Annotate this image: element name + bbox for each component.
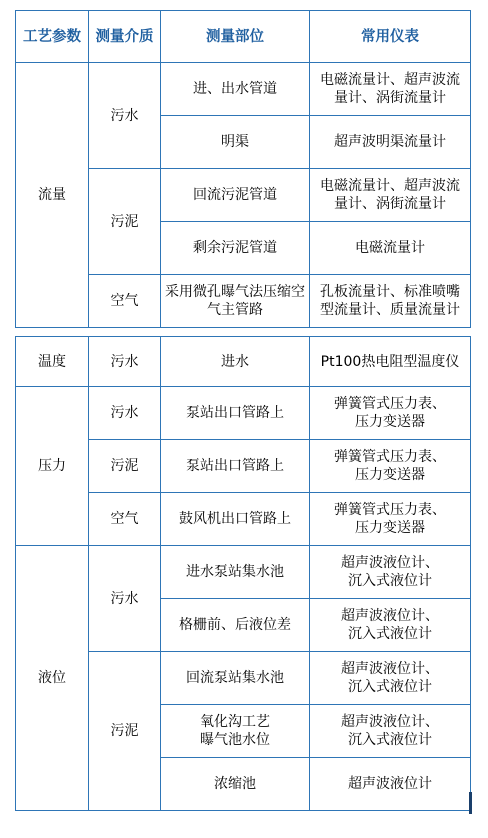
medium-cell: 污水 [89, 63, 161, 169]
location-cell: 氧化沟工艺 曝气池水位 [161, 705, 310, 758]
instrument-cell: 超声波液位计、 沉入式液位计 [310, 652, 471, 705]
location-cell: 泵站出口管路上 [161, 440, 310, 493]
header-process-param: 工艺参数 [16, 11, 89, 63]
location-cell: 进水泵站集水池 [161, 546, 310, 599]
instrument-table-temp-pressure-level [15, 336, 471, 811]
instrument-cell: 弹簧管式压力表、 压力变送器 [310, 387, 471, 440]
instrument-cell: 孔板流量计、标准喷嘴型流量计、质量流量计 [310, 275, 471, 328]
instrument-cell: 弹簧管式压力表、 压力变送器 [310, 493, 471, 546]
location-cell: 进水 [161, 337, 310, 387]
location-cell: 剩余污泥管道 [161, 222, 310, 275]
instrument-table-flow [15, 10, 471, 328]
param-cell-flow: 流量 [16, 63, 89, 328]
table-row [16, 387, 471, 440]
instrument-cell: 超声波液位计、 沉入式液位计 [310, 546, 471, 599]
location-cell: 鼓风机出口管路上 [161, 493, 310, 546]
param-cell-pressure: 压力 [16, 387, 89, 546]
location-cell: 进、出水管道 [161, 63, 310, 116]
instrument-cell: 电磁流量计、超声波流量计、涡街流量计 [310, 169, 471, 222]
medium-cell: 污泥 [89, 440, 161, 493]
medium-cell: 空气 [89, 493, 161, 546]
medium-cell: 污水 [89, 337, 161, 387]
header-instrument: 常用仪表 [310, 11, 471, 63]
instrument-cell: 超声波液位计、 沉入式液位计 [310, 705, 471, 758]
medium-cell: 污泥 [89, 652, 161, 811]
instrument-cell: 超声波液位计 [310, 758, 471, 811]
header-location: 测量部位 [161, 11, 310, 63]
table-row [16, 546, 471, 599]
location-cell: 回流泵站集水池 [161, 652, 310, 705]
table-edge-mark [469, 792, 472, 814]
instrument-cell: 电磁流量计、超声波流量计、涡街流量计 [310, 63, 471, 116]
instrument-cell: 电磁流量计 [310, 222, 471, 275]
location-cell: 采用微孔曝气法压缩空气主管路 [161, 275, 310, 328]
medium-cell: 污水 [89, 546, 161, 652]
location-cell: 泵站出口管路上 [161, 387, 310, 440]
header-medium: 测量介质 [89, 11, 161, 63]
table-row [16, 63, 471, 116]
param-cell-temperature: 温度 [16, 337, 89, 387]
location-cell: 格栅前、后液位差 [161, 599, 310, 652]
medium-cell: 空气 [89, 275, 161, 328]
table-row [16, 337, 471, 387]
instrument-cell: Pt100热电阻型温度仪 [310, 337, 471, 387]
instrument-cell: 超声波液位计、 沉入式液位计 [310, 599, 471, 652]
medium-cell: 污水 [89, 387, 161, 440]
table-header-row [16, 11, 471, 63]
location-cell: 浓缩池 [161, 758, 310, 811]
location-cell: 明渠 [161, 116, 310, 169]
param-cell-level: 液位 [16, 546, 89, 811]
instrument-cell: 弹簧管式压力表、 压力变送器 [310, 440, 471, 493]
location-cell: 回流污泥管道 [161, 169, 310, 222]
medium-cell: 污泥 [89, 169, 161, 275]
instrument-cell: 超声波明渠流量计 [310, 116, 471, 169]
